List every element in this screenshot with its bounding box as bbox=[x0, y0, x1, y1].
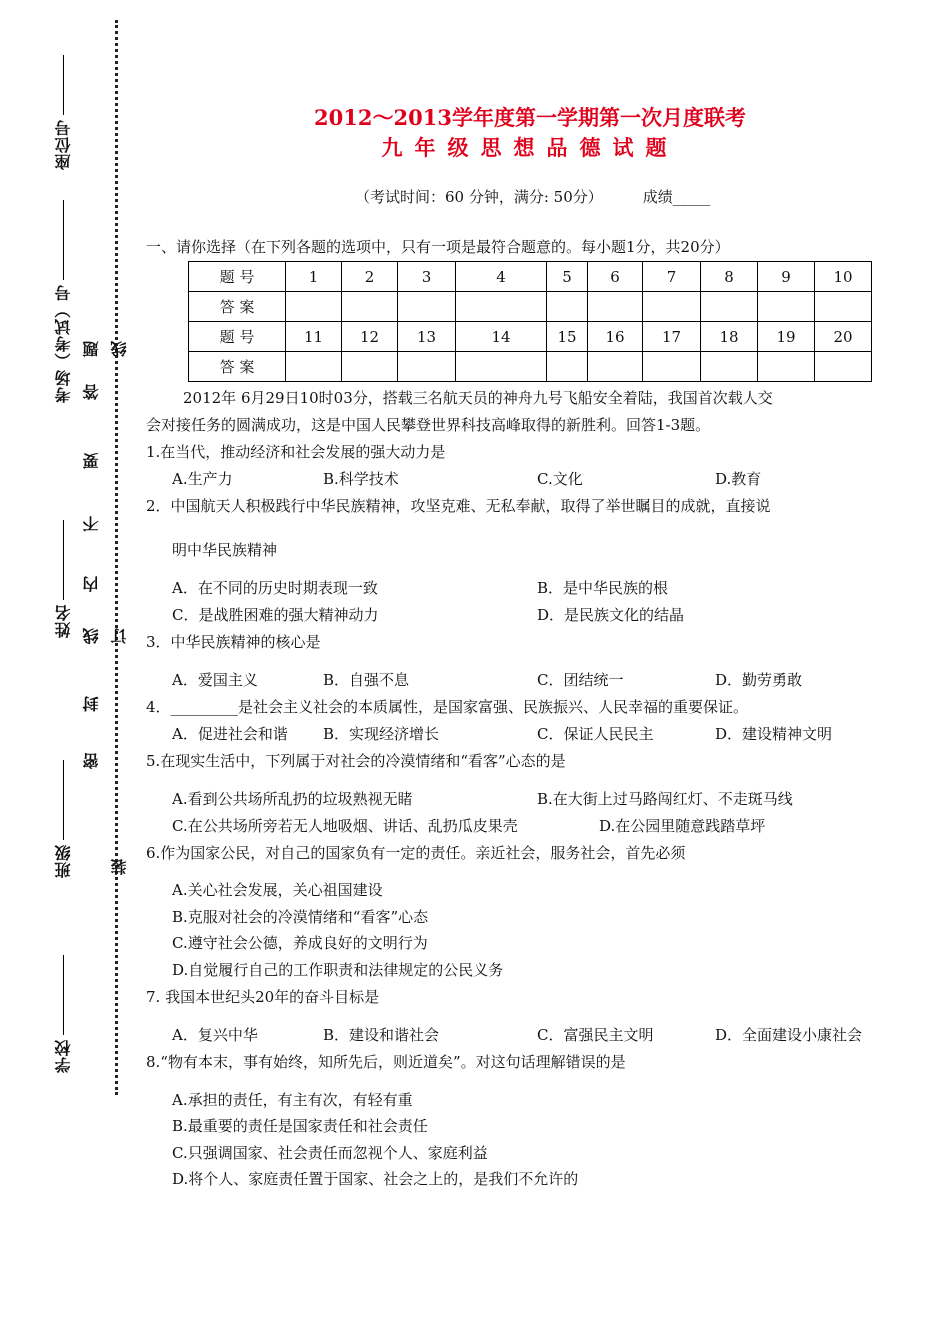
q2-option-a: A．在不同的历史时期表现一致 bbox=[172, 579, 378, 597]
q3-option-d: D．勤劳勇敢 bbox=[715, 671, 803, 689]
question-number: 10 bbox=[815, 262, 872, 292]
q5-option-c: C.在公共场所旁若无人地吸烟、讲话、乱扔瓜皮果壳 bbox=[172, 817, 518, 835]
question-number: 15 bbox=[547, 322, 588, 352]
q5-option-a: A.看到公共场所乱扔的垃圾熟视无睹 bbox=[172, 790, 413, 808]
seat-number-label: 座位号 bbox=[52, 55, 75, 170]
question-number: 1 bbox=[286, 262, 342, 292]
seal-char-11: 装 bbox=[110, 858, 129, 875]
q4-option-c: C．保证人民民主 bbox=[537, 725, 654, 743]
answer-cell[interactable] bbox=[588, 352, 643, 382]
answer-cell[interactable] bbox=[758, 292, 815, 322]
q4-option-b: B．实现经济增长 bbox=[323, 725, 440, 743]
q5-option-b: B.在大街上过马路闯红灯、不走斑马线 bbox=[537, 790, 793, 808]
answer-cell[interactable] bbox=[342, 352, 398, 382]
score-field[interactable]: 成绩_____ bbox=[642, 188, 711, 206]
exam-number-label: 考场（考试）号 bbox=[52, 200, 75, 403]
q6-option-c: C.遵守社会公德，养成良好的文明行为 bbox=[172, 934, 428, 952]
row-label-answer: 答 案 bbox=[189, 292, 286, 322]
table-row bbox=[189, 292, 872, 322]
q8-option-a: A.承担的责任，有主有次，有轻有重 bbox=[172, 1091, 413, 1109]
answer-cell[interactable] bbox=[398, 292, 456, 322]
q6-stem: 6.作为国家公民，对自己的国家负有一定的责任。亲近社会，服务社会，首先必须 bbox=[146, 844, 686, 862]
answer-cell[interactable] bbox=[342, 292, 398, 322]
q5-stem: 5.在现实生活中，下列属于对社会的冷漠情绪和“看客”心态的是 bbox=[146, 752, 566, 770]
question-number: 17 bbox=[643, 322, 701, 352]
answer-cell[interactable] bbox=[456, 292, 547, 322]
answer-cell[interactable] bbox=[701, 352, 758, 382]
q4-stem: 4．_________是社会主义社会的本质属性，是国家富强、民族振兴、人民幸福的重要保证。 bbox=[146, 698, 749, 716]
q4-option-d: D．建设精神文明 bbox=[715, 725, 833, 743]
q8-stem: 8.“物有本末，事有始终，知所先后，则近道矣”。对这句话理解错误的是 bbox=[146, 1053, 626, 1071]
table-row bbox=[189, 322, 872, 352]
table-row bbox=[189, 352, 872, 382]
q1-option-d: D.教育 bbox=[715, 470, 762, 488]
exam-title: 2012～2013学年度第一学期第一次月度联考 bbox=[314, 105, 746, 130]
answer-cell[interactable] bbox=[758, 352, 815, 382]
question-number: 16 bbox=[588, 322, 643, 352]
intro-line-2: 会对接任务的圆满成功，这是中国人民攀登世界科技高峰取得的新胜利。回答1-3题。 bbox=[146, 416, 711, 434]
q3-option-b: B．自强不息 bbox=[323, 671, 410, 689]
section-heading: 一、请你选择（在下列各题的选项中，只有一项是最符合题意的。每小题1分，共20分） bbox=[146, 238, 730, 256]
seal-char-2: 题 bbox=[82, 340, 101, 357]
seal-char-8: 密 bbox=[82, 752, 101, 769]
class-label: 班级 bbox=[52, 760, 75, 878]
row-label-answer: 答 案 bbox=[189, 352, 286, 382]
exam-time-and-score: （考试时间：60 分钟，满分: 50分） bbox=[355, 188, 603, 206]
q3-stem: 3．中华民族精神的核心是 bbox=[146, 633, 321, 651]
answer-cell[interactable] bbox=[701, 292, 758, 322]
q7-option-b: B．建设和谐社会 bbox=[323, 1026, 440, 1044]
q1-option-a: A.生产力 bbox=[172, 470, 233, 488]
school-label: 学校 bbox=[52, 955, 75, 1073]
q2-stem-continued: 明中华民族精神 bbox=[172, 541, 278, 559]
question-number: 4 bbox=[456, 262, 547, 292]
question-number: 18 bbox=[701, 322, 758, 352]
q6-option-d: D.自觉履行自己的工作职责和法律规定的公民义务 bbox=[172, 961, 504, 979]
question-number: 9 bbox=[758, 262, 815, 292]
question-number: 3 bbox=[398, 262, 456, 292]
answer-cell[interactable] bbox=[643, 292, 701, 322]
answer-cell[interactable] bbox=[643, 352, 701, 382]
q7-option-d: D．全面建设小康社会 bbox=[715, 1026, 863, 1044]
q4-option-a: A．促进社会和谐 bbox=[172, 725, 288, 743]
q1-option-b: B.科学技术 bbox=[323, 470, 399, 488]
question-number: 11 bbox=[286, 322, 342, 352]
q2-stem: 2．中国航天人积极践行中华民族精神，攻坚克难、无私奉献，取得了举世瞩目的成就，直接说 bbox=[146, 497, 771, 515]
question-number: 12 bbox=[342, 322, 398, 352]
question-number: 20 bbox=[815, 322, 872, 352]
q2-option-c: C．是战胜困难的强大精神动力 bbox=[172, 606, 379, 624]
question-number: 13 bbox=[398, 322, 456, 352]
answer-cell[interactable] bbox=[815, 292, 872, 322]
row-label-question: 题 号 bbox=[189, 322, 286, 352]
q2-option-d: D．是民族文化的结晶 bbox=[537, 606, 685, 624]
q7-option-a: A．复兴中华 bbox=[172, 1026, 258, 1044]
exam-info bbox=[355, 186, 710, 207]
answer-cell[interactable] bbox=[286, 292, 342, 322]
question-number: 19 bbox=[758, 322, 815, 352]
intro-line-1: 2012年 6月29日10时03分，搭载三名航天员的神舟九号飞船安全着陆，我国首次载人交 bbox=[183, 389, 773, 407]
q7-option-c: C．富强民主文明 bbox=[537, 1026, 654, 1044]
q8-option-b: B.最重要的责任是国家责任和社会责任 bbox=[172, 1117, 428, 1135]
seal-char-10: 线 bbox=[110, 340, 129, 357]
row-label-question: 题 号 bbox=[189, 262, 286, 292]
q7-stem: 7. 我国本世纪头20年的奋斗目标是 bbox=[146, 988, 380, 1006]
table-row bbox=[189, 262, 872, 292]
answer-cell[interactable] bbox=[547, 292, 588, 322]
question-number: 6 bbox=[588, 262, 643, 292]
student-name-label: 姓名 bbox=[52, 520, 75, 638]
q2-option-b: B．是中华民族的根 bbox=[537, 579, 669, 597]
q5-option-d: D.在公园里随意践踏草坪 bbox=[599, 817, 766, 835]
seal-char-6: 线 bbox=[82, 627, 101, 644]
question-number: 8 bbox=[701, 262, 758, 292]
answer-table bbox=[188, 261, 872, 382]
q6-option-b: B.克服对社会的冷漠情绪和“看客”心态 bbox=[172, 908, 429, 926]
exam-subtitle: 九年级思想品德试题 bbox=[381, 135, 679, 160]
q3-option-a: A．爱国主义 bbox=[172, 671, 258, 689]
q1-stem: 1.在当代，推动经济和社会发展的强大动力是 bbox=[146, 443, 446, 461]
question-number: 14 bbox=[456, 322, 547, 352]
answer-cell[interactable] bbox=[588, 292, 643, 322]
q1-option-c: C.文化 bbox=[537, 470, 583, 488]
seal-char-7: 封 bbox=[82, 695, 101, 712]
seal-char-4: 不 bbox=[82, 515, 101, 532]
seal-char-3: 要 bbox=[82, 452, 101, 469]
question-number: 2 bbox=[342, 262, 398, 292]
seal-char-1: 答 bbox=[82, 383, 101, 400]
seal-char-9: 订 bbox=[110, 627, 129, 644]
binding-dotted-line bbox=[115, 20, 118, 1095]
answer-cell[interactable] bbox=[456, 352, 547, 382]
q8-option-d: D.将个人、家庭责任置于国家、社会之上的，是我们不允许的 bbox=[172, 1170, 579, 1188]
question-number: 5 bbox=[547, 262, 588, 292]
seal-char-5: 内 bbox=[82, 575, 101, 592]
q8-option-c: C.只强调国家、社会责任而忽视个人、家庭利益 bbox=[172, 1144, 488, 1162]
answer-cell[interactable] bbox=[547, 352, 588, 382]
q6-option-a: A.关心社会发展，关心祖国建设 bbox=[172, 881, 383, 899]
answer-cell[interactable] bbox=[286, 352, 342, 382]
answer-cell[interactable] bbox=[398, 352, 456, 382]
q3-option-c: C．团结统一 bbox=[537, 671, 624, 689]
answer-cell[interactable] bbox=[815, 352, 872, 382]
question-number: 7 bbox=[643, 262, 701, 292]
